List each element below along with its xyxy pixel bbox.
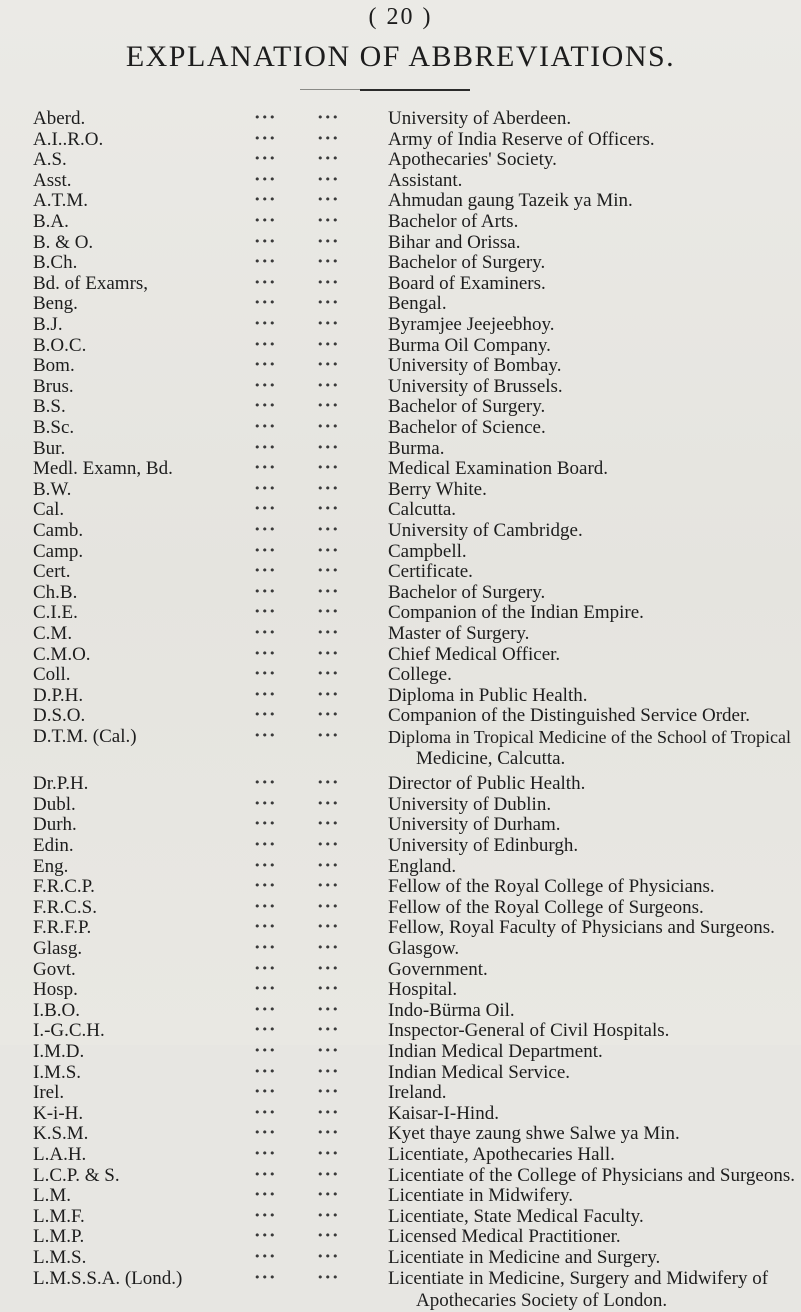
abbreviation-term: L.M.F. [33,1206,85,1227]
dot-leader: ••• [317,173,340,186]
dot-leader: ••• [317,1250,340,1263]
abbreviation-term: Dubl. [33,794,76,815]
dot-leader: ••• [254,255,277,268]
dot-leader: ••• [317,1271,340,1284]
dot-leader: ••• [254,399,277,412]
dot-leader: ••• [254,358,277,371]
abbreviation-term: Ch.B. [33,582,78,603]
dot-leader: ••• [317,255,340,268]
abbreviation-term: Camp. [33,541,84,562]
abbreviation-term: A.S. [33,149,67,170]
dot-leader: ••• [254,962,277,975]
abbreviation-definition: Certificate. [388,561,473,582]
abbreviation-definition: Licentiate, Apothecaries Hall. [388,1144,615,1165]
dot-leader: ••• [317,111,340,124]
dot-leader: ••• [254,564,277,577]
dot-leader: ••• [254,1126,277,1139]
abbreviation-definition: University of Dublin. [388,794,552,815]
dot-leader: ••• [317,276,340,289]
abbreviation-definition: Diploma in Tropical Medicine of the School of Tropical [388,727,791,747]
abbreviation-term: B.W. [33,479,72,500]
abbreviation-term: L.M.S. [33,1247,87,1268]
dot-leader: ••• [317,647,340,660]
dot-leader: ••• [317,338,340,351]
dot-leader: ••• [317,1003,340,1016]
dot-leader: ••• [317,235,340,248]
dot-leader: ••• [254,982,277,995]
dot-leader: ••• [317,132,340,145]
abbreviation-term: Coll. [33,664,71,685]
dot-leader: ••• [254,1229,277,1242]
abbreviation-definition: Fellow of the Royal College of Surgeons. [388,897,704,918]
dot-leader: ••• [254,1168,277,1181]
abbreviation-term: D.P.H. [33,685,84,706]
dot-leader: ••• [317,1065,340,1078]
dot-leader: ••• [317,523,340,536]
dot-leader: ••• [317,982,340,995]
abbreviation-term: L.M.S.S.A. (Lond.) [33,1268,183,1289]
abbreviation-definition: Ahmudan gaung Tazeik ya Min. [388,190,633,211]
abbreviation-term: K.S.M. [33,1123,89,1144]
abbreviation-definition: Licentiate, State Medical Faculty. [388,1206,644,1227]
dot-leader: ••• [317,1168,340,1181]
dot-leader: ••• [317,941,340,954]
abbreviation-definition: Fellow of the Royal College of Physicians. [388,876,715,897]
dot-leader: ••• [317,605,340,618]
abbreviation-definition: Apothecaries' Society. [388,149,557,170]
dot-leader: ••• [317,817,340,830]
dot-leader: ••• [317,859,340,872]
dot-leader: ••• [317,461,340,474]
dot-leader: ••• [317,797,340,810]
dot-leader: ••• [254,296,277,309]
abbreviation-definition: Army of India Reserve of Officers. [388,129,655,150]
dot-leader: ••• [254,667,277,680]
abbreviation-definition: Ireland. [388,1082,447,1103]
dot-leader: ••• [317,564,340,577]
dot-leader: ••• [254,941,277,954]
dot-leader: ••• [254,605,277,618]
abbreviation-definition: Director of Public Health. [388,773,586,794]
abbreviation-definition: Hospital. [388,979,458,1000]
dot-leader: ••• [254,441,277,454]
dot-leader: ••• [317,399,340,412]
abbreviation-term: B.Ch. [33,252,78,273]
abbreviation-term: L.A.H. [33,1144,87,1165]
abbreviation-term: C.M.O. [33,644,91,665]
dot-leader: ••• [317,585,340,598]
abbreviation-definition: Burma Oil Company. [388,335,551,356]
dot-leader: ••• [254,647,277,660]
abbreviation-term: L.M. [33,1185,71,1206]
dot-leader: ••• [254,585,277,598]
abbreviation-term: Camb. [33,520,84,541]
dot-leader: ••• [254,235,277,248]
abbreviation-term: B.S. [33,396,66,417]
abbreviation-term: Bom. [33,355,75,376]
abbreviation-term: Cert. [33,561,71,582]
abbreviation-term: D.S.O. [33,705,86,726]
dot-leader: ••• [317,1126,340,1139]
abbreviation-definition: Glasgow. [388,938,460,959]
dot-leader: ••• [254,1209,277,1222]
abbreviation-definition: Indian Medical Department. [388,1041,603,1062]
abbreviation-term: Bur. [33,438,66,459]
abbreviation-definition: Indian Medical Service. [388,1062,571,1083]
abbreviation-term: Beng. [33,293,78,314]
dot-leader: ••• [317,502,340,515]
abbreviation-definition: University of Brussels. [388,376,563,397]
dot-leader: ••• [254,276,277,289]
abbreviation-term: B.J. [33,314,63,335]
dot-leader: ••• [254,1147,277,1160]
abbreviation-term: B.O.C. [33,335,87,356]
abbreviation-definition-continued: Medicine, Calcutta. [416,748,566,769]
abbreviation-definition: Licentiate in Midwifery. [388,1185,574,1206]
dot-leader: ••• [254,193,277,206]
abbreviation-definition: Licentiate in Medicine and Surgery. [388,1247,661,1268]
abbreviation-term: B.A. [33,211,69,232]
dot-leader: ••• [254,920,277,933]
dot-leader: ••• [317,441,340,454]
dot-leader: ••• [254,173,277,186]
abbreviation-term: I.M.S. [33,1062,82,1083]
dot-leader: ••• [317,317,340,330]
dot-leader: ••• [317,214,340,227]
abbreviation-definition: Board of Examiners. [388,273,546,294]
abbreviation-definition: Master of Surgery. [388,623,530,644]
dot-leader: ••• [317,544,340,557]
dot-leader: ••• [254,1003,277,1016]
abbreviation-term: K-i-H. [33,1103,84,1124]
abbreviation-definition: Medical Examination Board. [388,458,609,479]
abbreviation-definition: Licensed Medical Practitioner. [388,1226,621,1247]
dot-leader: ••• [254,523,277,536]
dot-leader: ••• [254,1106,277,1119]
abbreviation-definition: Burma. [388,438,445,459]
abbreviation-definition: Assistant. [388,170,463,191]
abbreviation-definition: Diploma in Public Health. [388,685,588,706]
abbreviation-definition: Chief Medical Officer. [388,644,561,665]
dot-leader: ••• [254,797,277,810]
dot-leader: ••• [254,152,277,165]
abbreviation-definition: Berry White. [388,479,487,500]
abbreviation-definition: Companion of the Indian Empire. [388,602,644,623]
dot-leader: ••• [317,1188,340,1201]
abbreviation-term: Durh. [33,814,77,835]
abbreviation-term: Glasg. [33,938,83,959]
abbreviation-term: Medl. Examn, Bd. [33,458,173,479]
abbreviation-entry [0,726,801,769]
dot-leader: ••• [317,420,340,433]
abbreviation-term: L.M.P. [33,1226,85,1247]
abbreviation-definition: Government. [388,959,488,980]
dot-leader: ••• [254,817,277,830]
abbreviation-definition: Campbell. [388,541,467,562]
dot-leader: ••• [254,1065,277,1078]
dot-leader: ••• [254,1085,277,1098]
dot-leader: ••• [317,962,340,975]
abbreviation-term: B. & O. [33,232,94,253]
dot-leader: ••• [317,900,340,913]
abbreviation-definition: Fellow, Royal Faculty of Physicians and Surgeons. [388,917,775,938]
abbreviation-term: C.I.E. [33,602,78,623]
dot-leader: ••• [317,358,340,371]
abbreviation-definition: University of Cambridge. [388,520,583,541]
abbreviation-definition: Licentiate of the College of Physicians and Surgeons. [388,1165,796,1186]
abbreviation-definition-continued: Apothecaries Society of London. [416,1290,668,1311]
abbreviation-term: A.T.M. [33,190,89,211]
page-number: ( 20 ) [368,4,433,30]
dot-leader: ••• [317,1229,340,1242]
abbreviation-definition: Bachelor of Science. [388,417,546,438]
abbreviation-definition: Bachelor of Surgery. [388,396,546,417]
abbreviation-term: I.B.O. [33,1000,80,1021]
abbreviation-definition: England. [388,856,457,877]
dot-leader: ••• [254,1250,277,1263]
abbreviation-definition: University of Aberdeen. [388,108,572,129]
dot-leader: ••• [317,1106,340,1119]
dot-leader: ••• [317,1209,340,1222]
dot-leader: ••• [254,1023,277,1036]
dot-leader: ••• [254,838,277,851]
abbreviation-term: Dr.P.H. [33,773,89,794]
dot-leader: ••• [254,776,277,789]
dot-leader: ••• [317,1147,340,1160]
abbreviation-term: Cal. [33,499,65,520]
dot-leader: ••• [254,111,277,124]
abbreviation-term: L.C.P. & S. [33,1165,120,1186]
abbreviation-term: Asst. [33,170,72,191]
abbreviation-definition: Companion of the Distinguished Service Order. [388,705,750,726]
dot-leader: ••• [317,838,340,851]
abbreviation-term: Edin. [33,835,74,856]
dot-leader: ••• [317,776,340,789]
dot-leader: ••• [254,626,277,639]
abbreviation-definition: Inspector-General of Civil Hospitals. [388,1020,670,1041]
abbreviation-definition: Bengal. [388,293,447,314]
abbreviation-term: F.R.C.P. [33,876,95,897]
dot-leader: ••• [317,879,340,892]
dot-leader: ••• [254,900,277,913]
dot-leader: ••• [254,482,277,495]
page-title: EXPLANATION OF ABBREVIATIONS. [125,40,676,73]
abbreviation-term: D.T.M. (Cal.) [33,726,137,747]
dot-leader: ••• [254,379,277,392]
abbreviation-term: Irel. [33,1082,65,1103]
abbreviation-definition: Bachelor of Surgery. [388,252,546,273]
dot-leader: ••• [317,1044,340,1057]
dot-leader: ••• [254,420,277,433]
dot-leader: ••• [317,482,340,495]
dot-leader: ••• [254,338,277,351]
dot-leader: ••• [317,193,340,206]
abbreviation-term: I.M.D. [33,1041,85,1062]
dot-leader: ••• [317,1085,340,1098]
dot-leader: ••• [254,461,277,474]
abbreviation-definition: Indo-Bürma Oil. [388,1000,515,1021]
abbreviation-definition: University of Durham. [388,814,561,835]
abbreviation-term: F.R.F.P. [33,917,92,938]
dot-leader: ••• [254,1044,277,1057]
dot-leader: ••• [254,502,277,515]
dot-leader: ••• [254,1271,277,1284]
abbreviation-definition: Kaisar-I-Hind. [388,1103,499,1124]
dot-leader: ••• [317,152,340,165]
dot-leader: ••• [317,1023,340,1036]
dot-leader: ••• [317,379,340,392]
abbreviation-definition: Kyet thaye zaung shwe Salwe ya Min. [388,1123,680,1144]
abbreviation-term: C.M. [33,623,73,644]
abbreviation-term: I.-G.C.H. [33,1020,105,1041]
abbreviation-definition: College. [388,664,452,685]
abbreviation-term: Govt. [33,959,76,980]
abbreviation-definition: Calcutta. [388,499,457,520]
dot-leader: ••• [254,708,277,721]
dot-leader: ••• [317,688,340,701]
dot-leader: ••• [254,544,277,557]
abbreviation-definition: Bachelor of Arts. [388,211,519,232]
dot-leader: ••• [317,729,340,742]
abbreviation-definition: Bihar and Orissa. [388,232,521,253]
dot-leader: ••• [254,859,277,872]
abbreviation-term: F.R.C.S. [33,897,97,918]
abbreviation-term: Aberd. [33,108,86,129]
abbreviation-definition: University of Edinburgh. [388,835,579,856]
abbreviation-definition: Byramjee Jeejeebhoy. [388,314,555,335]
abbreviation-definition: Bachelor of Surgery. [388,582,546,603]
abbreviation-definition: University of Bombay. [388,355,562,376]
dot-leader: ••• [254,688,277,701]
abbreviation-term: Bd. of Examrs, [33,273,149,294]
abbreviation-definition: Licentiate in Medicine, Surgery and Midwifery of [388,1268,769,1289]
dot-leader: ••• [317,920,340,933]
dot-leader: ••• [254,729,277,742]
dot-leader: ••• [254,214,277,227]
abbreviation-term: A.I..R.O. [33,129,104,150]
abbreviation-term: Brus. [33,376,74,397]
abbreviation-term: Hosp. [33,979,78,1000]
abbreviation-term: B.Sc. [33,417,75,438]
dot-leader: ••• [317,667,340,680]
dot-leader: ••• [254,879,277,892]
dot-leader: ••• [317,708,340,721]
dot-leader: ••• [254,132,277,145]
abbreviation-entry [0,1268,801,1311]
dot-leader: ••• [254,317,277,330]
abbreviation-term: Eng. [33,856,69,877]
dot-leader: ••• [254,1188,277,1201]
dot-leader: ••• [317,296,340,309]
dot-leader: ••• [317,626,340,639]
